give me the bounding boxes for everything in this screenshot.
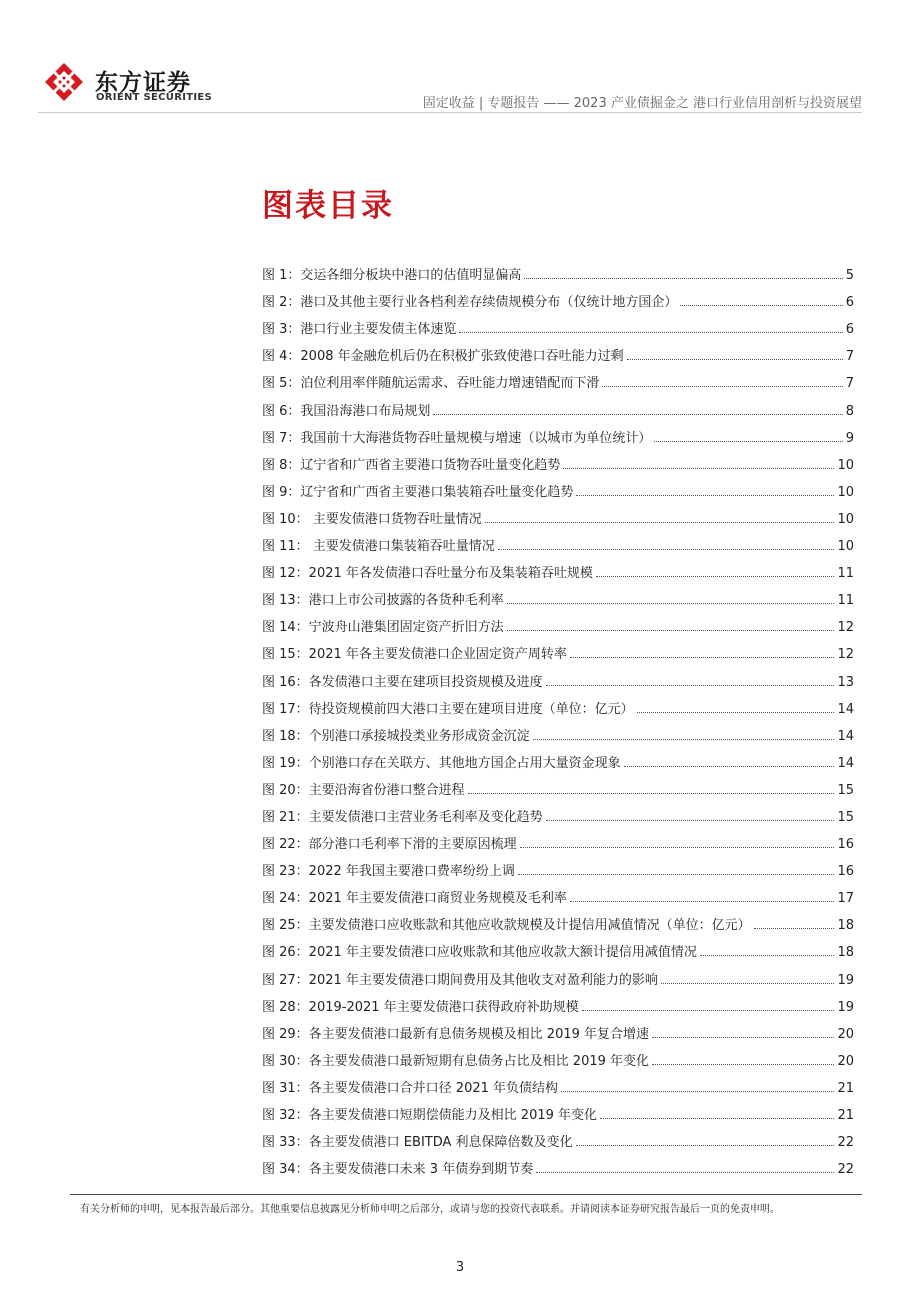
toc-dot-leader <box>524 278 842 279</box>
toc-entry[interactable] <box>262 1042 854 1069</box>
toc-entry-page[interactable]: 11 <box>837 593 854 609</box>
toc-entry-label[interactable]: 图 27：2021 年主要发债港口期间费用及其他收支对盈利能力的影响 <box>262 972 658 988</box>
toc-entry-page[interactable]: 7 <box>845 349 854 365</box>
toc-entry-label[interactable]: 图 9：辽宁省和广西省主要港口集装箱吞吐量变化趋势 <box>262 484 574 500</box>
toc-entry[interactable] <box>262 1123 854 1150</box>
toc-entry-page[interactable]: 12 <box>837 620 854 636</box>
toc-entry[interactable] <box>262 310 854 337</box>
page-number: 3 <box>455 1260 465 1275</box>
toc-entry[interactable] <box>262 364 854 391</box>
toc-dot-leader <box>637 712 835 713</box>
toc-dot-leader <box>546 820 835 821</box>
orient-securities-logo-icon <box>44 62 84 102</box>
section-title: 图表目录 <box>262 188 394 224</box>
toc-dot-leader <box>661 983 835 984</box>
toc-dot-leader <box>536 1172 834 1173</box>
toc-entry-page[interactable]: 6 <box>845 295 854 311</box>
brand-name-en: ORIENT SECURITIES <box>96 92 213 103</box>
toc-entry-page[interactable]: 16 <box>837 837 854 853</box>
toc-entry-label[interactable]: 图 5：泊位利用率伴随航运需求、吞吐能力增速错配而下滑 <box>262 376 600 392</box>
toc-entry-label[interactable]: 图 25：主要发债港口应收账款和其他应收款规模及计提信用减值情况（单位：亿元） <box>262 918 751 934</box>
toc-entry-label[interactable]: 图 10： 主要发债港口货物吞吐量情况 <box>262 511 482 527</box>
toc-entry-label[interactable]: 图 23：2022 年我国主要港口费率纷纷上调 <box>262 864 515 880</box>
toc-entry[interactable] <box>262 825 854 852</box>
toc-entry-page[interactable]: 10 <box>837 484 854 500</box>
toc-entry[interactable] <box>262 1015 854 1042</box>
toc-entry-label[interactable]: 图 31：各主要发债港口合并口径 2021 年负债结构 <box>262 1080 559 1096</box>
toc-dot-leader <box>498 549 835 550</box>
footer-disclaimer: 有关分析师的申明，见本报告最后部分。其他重要信息披露见分析师申明之后部分，或请与您的投资代表联系。并请阅读本证券研究报告最后一页的免责申明。 <box>80 1204 780 1215</box>
toc-dot-leader <box>624 766 835 767</box>
toc-dot-leader <box>602 386 842 387</box>
toc-entry-page[interactable]: 21 <box>837 1108 854 1123</box>
toc-dot-leader <box>485 522 835 523</box>
toc-entry-page[interactable]: 18 <box>837 918 854 934</box>
toc-entry-label[interactable]: 图 16：各发债港口主要在建项目投资规模及进度 <box>262 674 543 690</box>
toc-entry-page[interactable]: 9 <box>845 430 854 446</box>
toc-entry[interactable] <box>262 1096 854 1123</box>
toc-entry-page[interactable]: 19 <box>837 972 854 988</box>
toc-entry[interactable] <box>262 554 854 581</box>
toc-entry-label[interactable]: 图 20：主要沿海省份港口整合进程 <box>262 782 465 798</box>
toc-entry-label[interactable]: 图 26：2021 年主要发债港口应收账款和其他应收款大额计提信用减值情况 <box>262 945 697 961</box>
toc-dot-leader <box>518 874 835 875</box>
toc-entry-label[interactable]: 图 18：个别港口承接城投类业务形成资金沉淀 <box>262 728 530 744</box>
toc-dot-leader <box>596 576 835 577</box>
toc-entry[interactable] <box>262 473 854 500</box>
toc-entry-page[interactable]: 15 <box>837 782 854 798</box>
toc-entry-label[interactable]: 图 7：我国前十大海港货物吞吐量规模与增速（以城市为单位统计） <box>262 430 652 446</box>
toc-entry-page[interactable]: 17 <box>837 891 854 907</box>
toc-entry-page[interactable]: 22 <box>837 1162 854 1178</box>
toc-entry[interactable] <box>262 852 854 879</box>
toc-dot-leader <box>582 1010 835 1011</box>
toc-entry-page[interactable]: 10 <box>837 511 854 527</box>
toc-dot-leader <box>459 332 842 333</box>
footer-divider <box>70 1194 862 1195</box>
brand-name-cn: 东方证券 <box>95 70 191 96</box>
toc-entry[interactable] <box>262 771 854 798</box>
toc-entry-label[interactable]: 图 1：交运各细分板块中港口的估值明显偏高 <box>262 268 522 284</box>
toc-entry-label[interactable]: 图 30：各主要发债港口最新短期有息债务占比及相比 2019 年变化 <box>262 1053 650 1069</box>
toc-dot-leader <box>576 495 834 496</box>
toc-entry[interactable] <box>262 690 854 717</box>
toc-entry[interactable] <box>262 256 854 283</box>
toc-dot-leader <box>576 1145 835 1146</box>
toc-entry-label[interactable]: 图 22：部分港口毛利率下滑的主要原因梳理 <box>262 837 517 853</box>
toc-dot-leader <box>570 657 835 658</box>
toc-entry-label[interactable]: 图 6：我国沿海港口布局规划 <box>262 403 431 419</box>
toc-dot-leader <box>652 1037 834 1038</box>
toc-dot-leader <box>654 441 842 442</box>
toc-entry-label[interactable]: 图 12：2021 年各发债港口吞吐量分布及集装箱吞吐规模 <box>262 566 593 582</box>
toc-entry[interactable] <box>262 933 854 960</box>
toc-entry-label[interactable]: 图 19：个别港口存在关联方、其他地方国企占用大量资金现象 <box>262 755 621 771</box>
toc-dot-leader <box>520 847 835 848</box>
toc-entry[interactable] <box>262 879 854 906</box>
toc-entry[interactable] <box>262 662 854 689</box>
toc-entry-page[interactable]: 14 <box>837 755 854 771</box>
toc-entry-label[interactable]: 图 17：待投资规模前四大港口主要在建项目进度（单位：亿元） <box>262 701 634 717</box>
toc-entry-page[interactable]: 11 <box>837 566 854 582</box>
toc-dot-leader <box>561 1091 834 1092</box>
toc-entry[interactable] <box>262 988 854 1015</box>
toc-dot-leader <box>468 793 835 794</box>
figure-table-of-contents <box>262 256 854 1177</box>
toc-dot-leader <box>507 603 835 604</box>
toc-dot-leader <box>507 630 835 631</box>
toc-entry-label[interactable]: 图 32：各主要发债港口短期偿债能力及相比 2019 年变化 <box>262 1108 598 1123</box>
toc-entry[interactable] <box>262 798 854 825</box>
toc-entry-label[interactable]: 图 11： 主要发债港口集装箱吞吐量情况 <box>262 539 495 555</box>
toc-entry-page[interactable]: 14 <box>837 701 854 717</box>
toc-entry[interactable] <box>262 446 854 473</box>
toc-entry[interactable] <box>262 906 854 933</box>
toc-dot-leader <box>546 685 835 686</box>
toc-entry[interactable] <box>262 391 854 418</box>
toc-entry[interactable] <box>262 608 854 635</box>
toc-entry-page[interactable]: 16 <box>837 864 854 880</box>
toc-entry-label[interactable]: 图 24：2021 年主要发债港口商贸业务规模及毛利率 <box>262 891 567 907</box>
toc-entry-page[interactable]: 6 <box>845 322 854 338</box>
toc-dot-leader <box>754 928 835 929</box>
toc-entry[interactable] <box>262 635 854 662</box>
toc-entry-label[interactable]: 图 21：主要发债港口主营业务毛利率及变化趋势 <box>262 809 543 825</box>
toc-entry[interactable] <box>262 283 854 310</box>
toc-entry[interactable] <box>262 717 854 744</box>
toc-dot-leader <box>652 1064 834 1065</box>
toc-entry-page[interactable]: 10 <box>837 457 854 473</box>
toc-entry-page[interactable]: 21 <box>837 1080 854 1096</box>
toc-entry[interactable] <box>262 500 854 527</box>
toc-dot-leader <box>627 359 843 360</box>
toc-entry-page[interactable]: 19 <box>837 999 854 1015</box>
toc-entry-page[interactable]: 13 <box>837 674 854 690</box>
toc-dot-leader <box>600 1118 834 1119</box>
toc-entry[interactable] <box>262 1069 854 1096</box>
toc-dot-leader <box>680 305 842 306</box>
toc-entry-label[interactable]: 图 2：港口及其他主要行业各档利差存续债规模分布（仅统计地方国企） <box>262 295 678 311</box>
toc-entry-page[interactable]: 12 <box>837 647 854 663</box>
toc-entry-label[interactable]: 图 8：辽宁省和广西省主要港口货物吞吐量变化趋势 <box>262 457 561 473</box>
toc-entry[interactable] <box>262 744 854 771</box>
toc-entry-page[interactable]: 7 <box>845 376 854 392</box>
toc-entry-page[interactable]: 20 <box>837 1053 854 1069</box>
toc-entry-label[interactable]: 图 15：2021 年各主要发债港口企业固定资产周转率 <box>262 647 567 663</box>
toc-entry-page[interactable]: 15 <box>837 809 854 825</box>
toc-entry-page[interactable]: 22 <box>837 1135 854 1151</box>
toc-entry[interactable] <box>262 527 854 554</box>
toc-entry-label[interactable]: 图 13：港口上市公司披露的各货种毛利率 <box>262 593 504 609</box>
toc-entry-page[interactable]: 10 <box>837 539 854 555</box>
toc-entry-label[interactable]: 图 29：各主要发债港口最新有息债务规模及相比 2019 年复合增速 <box>262 1026 650 1042</box>
toc-entry-label[interactable]: 图 14：宁波舟山港集团固定资产折旧方法 <box>262 620 504 636</box>
header-divider <box>38 112 862 113</box>
toc-dot-leader <box>570 901 835 902</box>
toc-entry[interactable] <box>262 419 854 446</box>
toc-entry[interactable] <box>262 960 854 987</box>
page-header <box>0 0 920 118</box>
toc-entry[interactable] <box>262 1150 854 1177</box>
toc-entry-label[interactable]: 图 4：2008 年金融危机后仍在积极扩张致使港口吞吐能力过剩 <box>262 349 624 365</box>
toc-entry-label[interactable]: 图 34：各主要发债港口未来 3 年债券到期节奏 <box>262 1162 534 1178</box>
toc-entry[interactable] <box>262 581 854 608</box>
toc-entry-label[interactable]: 图 28：2019-2021 年主要发债港口获得政府补助规模 <box>262 999 579 1015</box>
report-header-title: 固定收益 | 专题报告 —— 2023 产业债掘金之 港口行业信用剖析与投资展望 <box>422 96 862 111</box>
toc-dot-leader <box>533 739 835 740</box>
toc-dot-leader <box>433 414 842 415</box>
toc-entry-page[interactable]: 8 <box>845 403 854 419</box>
toc-entry-label[interactable]: 图 3：港口行业主要发债主体速览 <box>262 322 457 338</box>
toc-entry-page[interactable]: 20 <box>837 1026 854 1042</box>
toc-entry-page[interactable]: 18 <box>837 945 854 961</box>
toc-dot-leader <box>563 468 834 469</box>
toc-dot-leader <box>700 955 835 956</box>
toc-entry-label[interactable]: 图 33：各主要发债港口 EBITDA 利息保障倍数及变化 <box>262 1135 573 1151</box>
toc-entry-page[interactable]: 14 <box>837 728 854 744</box>
toc-entry[interactable] <box>262 337 854 364</box>
toc-entry-page[interactable]: 5 <box>845 268 854 284</box>
